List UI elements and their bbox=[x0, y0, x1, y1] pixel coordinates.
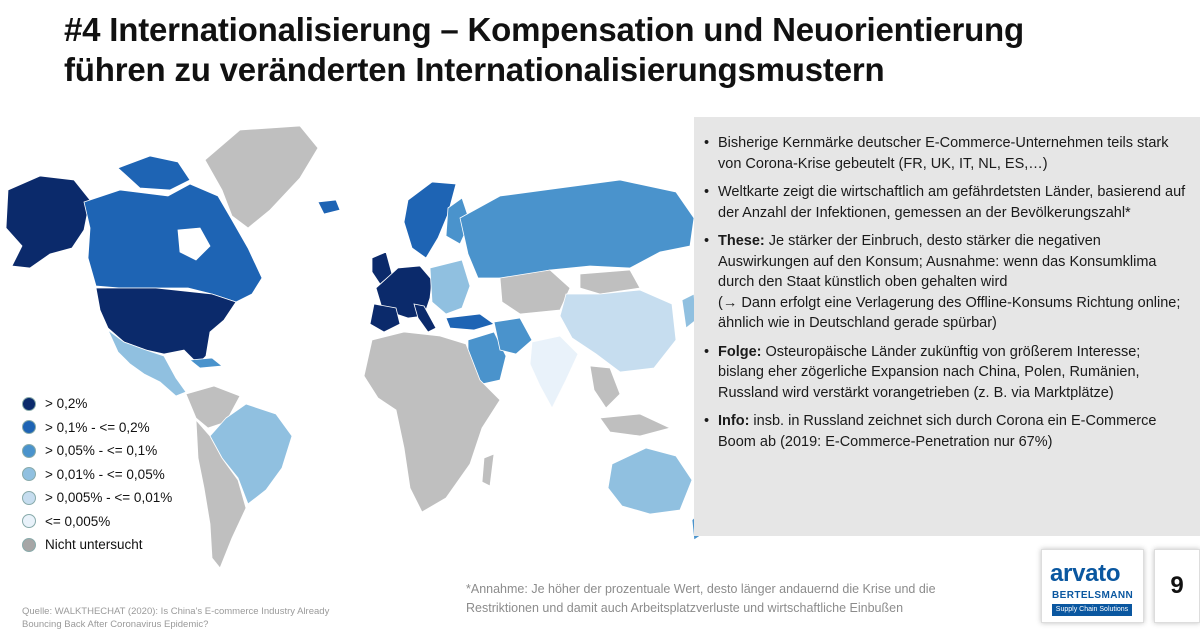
bullet-text: insb. in Russland zeichnet sich durch Corona ein E-Commerce Boom ab (2019: E-Commerce-Penetration nur 67%) bbox=[718, 413, 1157, 450]
region-turkey bbox=[446, 314, 494, 330]
footnote: *Annahme: Je höher der prozentuale Wert, desto länger andauernd die Krise und die Restriktionen und damit auch Arbeitsplatzverluste und wirtschaftliche Einbußen bbox=[466, 582, 936, 615]
legend-item bbox=[22, 533, 172, 557]
region-central-asia bbox=[500, 270, 570, 314]
arvato-logo bbox=[1041, 549, 1144, 623]
legend-item bbox=[22, 463, 172, 487]
bullet-bold: Info: bbox=[718, 413, 750, 429]
page-title bbox=[64, 10, 1184, 90]
legend-label: > 0,005% - <= 0,01% bbox=[45, 490, 173, 506]
page-number: 9 bbox=[1170, 572, 1184, 599]
legend-label: Nicht untersucht bbox=[45, 537, 143, 553]
region-mongolia bbox=[580, 270, 640, 294]
bullet-item bbox=[702, 182, 1190, 223]
legend-item bbox=[22, 392, 172, 416]
legend-swatch bbox=[22, 444, 36, 458]
bullet-item bbox=[702, 231, 1190, 334]
bullet-bold: These: bbox=[718, 233, 765, 249]
logo-tagline: Supply Chain Solutions bbox=[1052, 604, 1132, 616]
logo-wordmark: arvato bbox=[1050, 560, 1121, 587]
legend-swatch bbox=[22, 420, 36, 434]
region-madagascar bbox=[482, 454, 494, 486]
bullet-text: Bisherige Kernmärke deutscher E-Commerce-Unternehmen teils stark von Corona-Krise gebeutelt (FR, UK, IT, NL, ES,…) bbox=[718, 135, 1169, 172]
page-title-line-2: führen zu veränderten Internationalisierungsmustern bbox=[64, 51, 885, 88]
legend-item bbox=[22, 510, 172, 534]
page-number-box bbox=[1154, 549, 1200, 623]
region-australia bbox=[608, 448, 692, 514]
map-legend bbox=[22, 392, 172, 557]
info-panel bbox=[694, 117, 1200, 536]
legend-swatch bbox=[22, 397, 36, 411]
bullet-subtext: (→ Dann erfolgt eine Verlagerung des Offline-Konsums Richtung online; ähnlich wie in Deutschland gerade spürbar) bbox=[718, 294, 1181, 331]
legend-swatch bbox=[22, 467, 36, 481]
region-alaska bbox=[6, 176, 90, 268]
bullet-text: Je stärker der Einbruch, desto stärker die negativen Auswirkungen auf den Konsum; Ausnahme: wenn das Konsumklima durch den Staat künstlich oben gehalten wird bbox=[718, 233, 1157, 290]
bullet-text: Weltkarte zeigt die wirtschaftlich am gefährdetsten Länder, basierend auf der Anzahl der Infektionen, gemessen an der Bevölkerungszahl* bbox=[718, 184, 1186, 221]
region-iceland bbox=[318, 200, 340, 214]
bullet-item bbox=[702, 411, 1190, 452]
legend-item bbox=[22, 416, 172, 440]
region-usa bbox=[96, 288, 236, 364]
region-southeast-asia bbox=[590, 366, 620, 408]
region-caribbean bbox=[190, 358, 222, 368]
logo-subline: BERTELSMANN bbox=[1052, 590, 1134, 601]
legend-label: > 0,05% - <= 0,1% bbox=[45, 443, 158, 459]
region-india bbox=[530, 336, 578, 408]
region-china bbox=[560, 290, 676, 372]
region-italy bbox=[414, 304, 436, 332]
source-citation: Quelle: WALKTHECHAT (2020): Is China's E-commerce Industry Already Bouncing Back After Coronavirus Epidemic? bbox=[22, 606, 330, 630]
region-indonesia bbox=[600, 414, 670, 436]
page-title-line-1: #4 Internationalisierung – Kompensation und Neuorientierung bbox=[64, 11, 1024, 48]
legend-swatch bbox=[22, 538, 36, 552]
legend-item bbox=[22, 439, 172, 463]
legend-item bbox=[22, 486, 172, 510]
region-arctic-islands bbox=[118, 156, 190, 190]
bullet-item bbox=[702, 133, 1190, 174]
region-iran bbox=[494, 318, 532, 354]
legend-swatch bbox=[22, 514, 36, 528]
legend-swatch bbox=[22, 491, 36, 505]
bullet-text: Osteuropäische Länder zukünftig von größerem Interesse; bislang eher zögerliche Expansion nach China, Polen, Rumänien, Russland wird verstärkt vorangetrieben (z. B. via Marktplätze) bbox=[718, 343, 1141, 401]
legend-label: > 0,1% - <= 0,2% bbox=[45, 419, 150, 435]
legend-label: > 0,01% - <= 0,05% bbox=[45, 466, 165, 482]
bullet-bold: Folge: bbox=[718, 343, 762, 360]
bullet-item bbox=[702, 342, 1190, 404]
region-russia bbox=[460, 180, 694, 278]
legend-label: <= 0,005% bbox=[45, 513, 111, 529]
legend-label: > 0,2% bbox=[45, 396, 88, 412]
region-iberia bbox=[370, 304, 400, 332]
bullet-list bbox=[702, 133, 1190, 452]
region-eastern-europe bbox=[430, 260, 470, 314]
